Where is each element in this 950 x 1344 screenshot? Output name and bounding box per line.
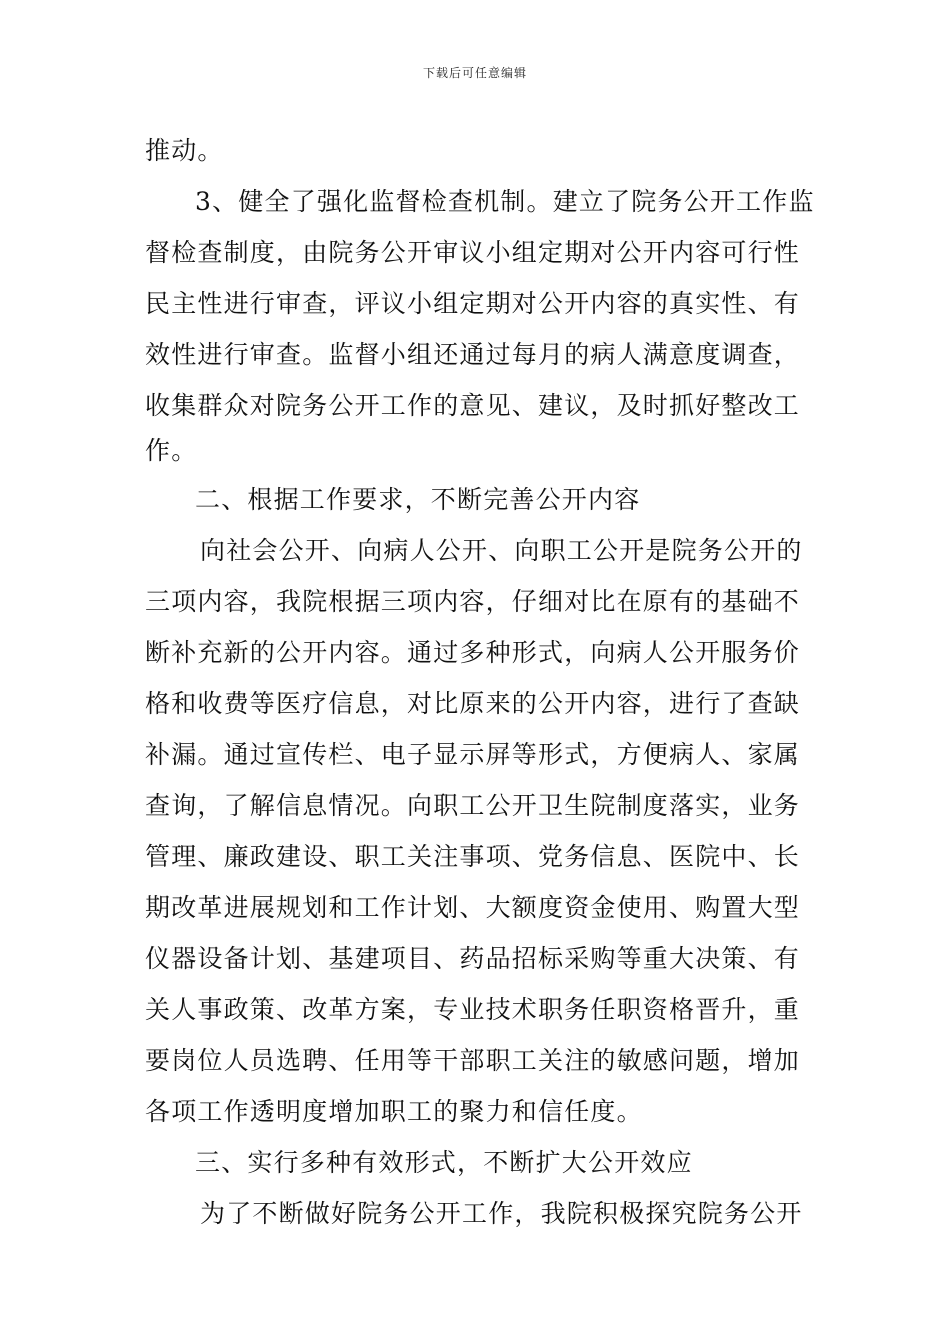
text-line: 管理、廉政建设、职工关注事项、党务信息、医院中、长 <box>145 842 801 871</box>
text-line: 查询，了解信息情况。向职工公开卫生院制度落实，业务 <box>145 791 801 820</box>
text-line: 断补充新的公开内容。通过多种形式，向病人公开服务价 <box>145 638 801 667</box>
text-line: 各项工作透明度增加职工的聚力和信任度。 <box>145 1097 643 1126</box>
text-line: 作。 <box>145 436 198 465</box>
text-line: 督检查制度，由院务公开审议小组定期对公开内容可行性 <box>145 238 801 267</box>
text-line: 为了不断做好院务公开工作，我院积极探究院务公开 <box>200 1199 803 1228</box>
text-line: 向社会公开、向病人公开、向职工公开是院务公开的 <box>200 536 803 565</box>
page-header: 下载后可任意编辑 <box>422 66 527 80</box>
text-line: 3、健全了强化监督检查机制。建立了院务公开工作监 <box>195 187 815 216</box>
text-line: 收集群众对院务公开工作的意见、建议，及时抓好整改工 <box>145 391 801 420</box>
text-line: 格和收费等医疗信息，对比原来的公开内容，进行了查缺 <box>145 689 801 718</box>
text-line: 补漏。通过宣传栏、电子显示屏等形式，方便病人、家属 <box>145 740 801 769</box>
text-line: 效性进行审查。监督小组还通过每月的病人满意度调查， <box>145 340 801 369</box>
section-heading: 三、实行多种有效形式，不断扩大公开效应 <box>195 1148 693 1177</box>
section-heading: 二、根据工作要求，不断完善公开内容 <box>195 485 641 514</box>
text-line: 三项内容，我院根据三项内容，仔细对比在原有的基础不 <box>145 587 801 616</box>
text-line: 民主性进行审查，评议小组定期对公开内容的真实性、有 <box>145 289 801 318</box>
text-line: 要岗位人员选聘、任用等干部职工关注的敏感问题，增加 <box>145 1046 801 1075</box>
text-line: 关人事政策、改革方案，专业技术职务任职资格晋升，重 <box>145 995 801 1024</box>
text-line: 期改革进展规划和工作计划、大额度资金使用、购置大型 <box>145 893 801 922</box>
text-line: 仪器设备计划、基建项目、药品招标采购等重大决策、有 <box>145 944 801 973</box>
text-line: 推动。 <box>145 136 224 165</box>
